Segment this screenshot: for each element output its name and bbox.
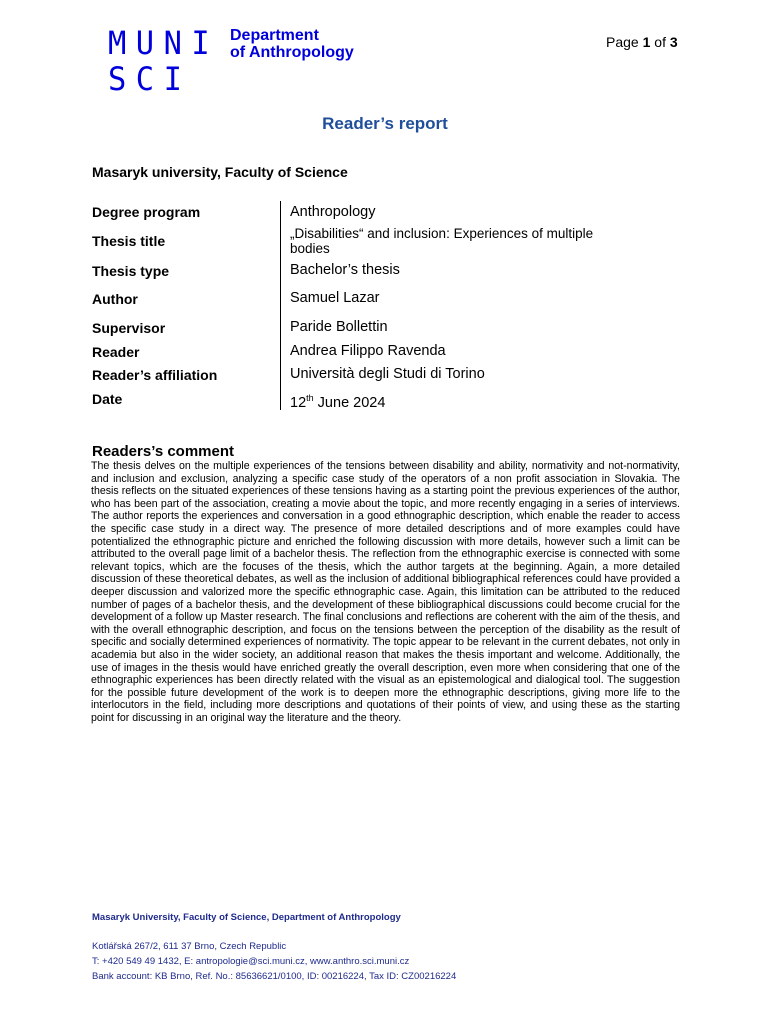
value-date: 12th June 2024 bbox=[290, 393, 386, 411]
value-reader-affiliation: Università degli Studi di Torino bbox=[290, 366, 485, 382]
footer-organization: Masaryk University, Faculty of Science, Department of Anthropology bbox=[92, 912, 401, 923]
report-title: Reader’s report bbox=[322, 114, 448, 133]
footer-bank: Bank account: KB Brno, Ref. No.: 85636621/0100, ID: 00216224, Tax ID: CZ00216224 bbox=[92, 971, 457, 982]
label-degree-program: Degree program bbox=[92, 204, 201, 220]
value-degree-program: Anthropology bbox=[290, 204, 376, 220]
footer-address: Kotlářská 267/2, 611 37 Brno, Czech Republic bbox=[92, 941, 287, 952]
value-reader: Andrea Filippo Ravenda bbox=[290, 343, 446, 359]
footer-contact: T: +420 549 49 1432, E: antropologie@sci.muni.cz, www.anthro.sci.muni.cz bbox=[92, 956, 410, 967]
faculty-heading: Masaryk university, Faculty of Science bbox=[92, 164, 348, 180]
value-thesis-title: „Disabilities“ and inclusion: Experiences of multiple bodies bbox=[290, 226, 594, 256]
label-thesis-type: Thesis type bbox=[92, 263, 170, 279]
label-reader: Reader bbox=[92, 344, 140, 360]
page-number: Page 1 of 3 bbox=[606, 34, 678, 50]
comment-body: The thesis delves on the multiple experiences of the tensions between disability and ability, normativity and not-normativity, and inclusion and exclusion, analyzing a specific case study of the operators of a non profit association in Slovakia. The thesis reflects on the situated experiences of these tensions having as a starting point the previous experiences of the author, who has been part of the association, creating a movie about the topic, and more recently engaging in a series of interviews. The author reports the experiences and conversation in a good ethnographic description, which enable the reader to access the specific case study in a direct way. The presence of more detailed descriptions and of more examples could have potentialized the ethnographic picture and enriched the following discussion with more details, however such a limit can be attributed to the overall page limit of a bachelor thesis. The reflection from the ethnographic exercise is connected with some relevant topics, which are the focuses of the thesis, which the author targets at the beginning. Again, a more detailed discussion of these theoretical debates, as well as the inclusion of additional bibliographical references could have provided a deeper discussion and valorized more the specific ethnographic case. Again, this limitation can be attributed to the reduced number of pages of a bachelor thesis, and the development of these bibliographical discussions could become crucial for the development of a follow up Master research. The final conclusions and reflections are coherent with the aim of the thesis, and with the overall ethnographic description, and focus on the tensions between the perception of the disability as the result of specific and socially determined experiences of normativity. The topic appear to be relevant in the current debates, not only in academia but also in the wider society, an additional reason that makes the thesis important and welcome. Additionally, the use of images in the thesis would have enriched greatly the overall description, even more when considering that one of the ethnographic experiences has been directly related with the visual as an epistemological and dialogical tool. The suggestion for the possible future development of the work is to deepen more the ethnographic descriptions, giving more life to the interlocutors in the field, including more descriptions and quotations of their points of view, and using these as the starting point for discussing in an original way the literature and the theory. bbox=[91, 460, 680, 724]
department-name-line1: Department bbox=[230, 27, 319, 44]
department-name-line2: of Anthropology bbox=[230, 44, 354, 61]
label-date: Date bbox=[92, 391, 123, 407]
muni-logo-line1: MUNI bbox=[108, 24, 220, 62]
value-author: Samuel Lazar bbox=[290, 290, 380, 306]
comment-heading: Readers’s comment bbox=[92, 443, 235, 460]
label-thesis-title: Thesis title bbox=[92, 233, 166, 249]
table-divider bbox=[280, 201, 281, 410]
label-reader-affiliation: Reader’s affiliation bbox=[92, 367, 218, 383]
value-thesis-type: Bachelor’s thesis bbox=[290, 262, 400, 278]
value-supervisor: Paride Bollettin bbox=[290, 319, 388, 335]
muni-logo-line2: SCI bbox=[108, 60, 192, 98]
label-supervisor: Supervisor bbox=[92, 320, 166, 336]
label-author: Author bbox=[92, 291, 138, 307]
